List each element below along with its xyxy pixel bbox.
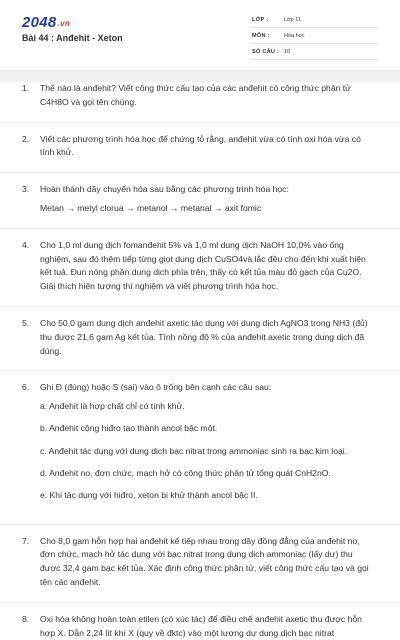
reaction-chain: Metan → metyl clorua → metanol → metanal → axit fomic — [40, 202, 262, 213]
question-text: Cho 50,0 gam dung dịch anđehit axetic tác dụng với dung dịch AgNO3 trong NH3 (đủ) thu được 21,6 gam Ag kết tủa. Tính nồng độ % của anđehit axetic trong dung dịch đã dùng. — [40, 317, 368, 356]
option-item: b. Anđehit cộng hiđro tạo thành ancol bậc một. — [40, 423, 218, 434]
question-text: Cho 8,0 gam hỗn hợp hai anđehit kế tiếp nhau trong dãy đồng đẳng của anđehit no, đơn chức, mạch hở tác dụng với bạc nitrat trong dung dịch ammoniac (lấy dư) thu được 32,4 gam bạc kết tủa. Xác định công thức phân tử, viết công thức cấu tạo và gọi tên các anđehit. — [40, 535, 369, 588]
question-8 — [0, 613, 400, 640]
question-number: 5. — [22, 317, 30, 328]
lesson-title: Bài 44 : Anđehit - Xeton — [22, 33, 123, 43]
question-number: 3. — [22, 184, 30, 195]
question-text: Viết các phương trình hóa học để chứng tỏ rằng, anđehit vừa có tính oxi hóa vừa có tính khử. — [40, 133, 361, 158]
option-item: d. Anđehit no, đơn chức, mạch hở có công thức phân tử tổng quát CnH2nO. — [40, 468, 331, 479]
divider — [0, 358, 400, 371]
option-list — [40, 400, 374, 503]
question-text: Cho 1,0 ml dung dịch fomanđehit 5% và 1,0 ml dung dịch NaOH 10,0% vào ống nghiệm, sau đó thêm tiếp từng giọt dung dịch CuSO4và lắc đều cho đến khi xuất hiện kết tuả. Đun nóng phần dung dịch phía trên, thấy có kết tủa màu đỏ gạch của Cu2O. Giải thích hiện tượng thí nghiệm và viết phương trình hóa học. — [40, 239, 366, 292]
meta-label: MÔN : — [252, 32, 270, 39]
divider — [0, 590, 400, 603]
question-1 — [0, 82, 400, 110]
question-number: 1. — [22, 83, 30, 93]
meta-label: SỐ CÂU : — [252, 48, 280, 55]
option-item: a. Anđehit là hợp chất chỉ có tính khử. — [40, 401, 185, 412]
question-list — [0, 82, 400, 640]
question-number: 7. — [22, 535, 30, 546]
question-6 — [0, 381, 400, 503]
brand-tld: .vn — [57, 19, 71, 28]
question-number: 6. — [22, 382, 30, 393]
question-text: Hoàn thành dãy chuyển hóa sau bằng các phương trình hóa học: — [40, 184, 289, 195]
meta-row-grade — [252, 12, 377, 28]
site-logo[interactable] — [22, 14, 70, 31]
question-2 — [0, 133, 400, 161]
question-number: 2. — [22, 133, 30, 144]
divider — [0, 216, 400, 229]
meta-row-subject — [252, 28, 377, 44]
question-text: Thế nào là anđehit? Viết công thức cấu tạo của các anđehit có công thức phân tử C4H8O và gọi tên chúng. — [40, 83, 351, 107]
meta-value: Hóa học — [284, 32, 305, 39]
question-7 — [0, 535, 400, 590]
question-3 — [0, 183, 400, 216]
divider — [0, 512, 400, 525]
page-header — [0, 0, 400, 66]
question-number: 8. — [22, 613, 30, 624]
meta-label: LỚP : — [252, 16, 269, 23]
meta-row-count — [252, 44, 377, 60]
divider — [0, 294, 400, 307]
option-item: c. Anđehit tác dụng với dung dịch bạc nitrat trong ammoniac sinh ra bạc kim loại. — [40, 445, 348, 456]
divider — [0, 160, 400, 173]
header-separator — [0, 70, 400, 82]
brand-name: 2048 — [22, 14, 57, 31]
question-text: Oxi hóa không hoàn toàn etilen (có xúc tác) để điều chế anđehit axetic thu được hỗn hợp X. Dẫn 2,24 lít khí X (quy về đktc) vào một lượng dư dung dịch bạc nitrat — [40, 613, 362, 638]
meta-value: 10 — [284, 48, 291, 55]
question-number: 4. — [22, 239, 30, 250]
lesson-meta — [252, 12, 377, 60]
meta-value: Lớp 11 — [284, 16, 301, 23]
question-4 — [0, 239, 400, 294]
divider — [0, 110, 400, 123]
option-item: e. Khi tác dụng với hiđro, xeton bị khử thành ancol bậc II. — [40, 490, 258, 501]
question-5 — [0, 317, 400, 358]
question-text: Ghi Đ (đúng) hoặc S (sai) vào ô trống bên cạnh các câu sau: — [40, 382, 272, 393]
